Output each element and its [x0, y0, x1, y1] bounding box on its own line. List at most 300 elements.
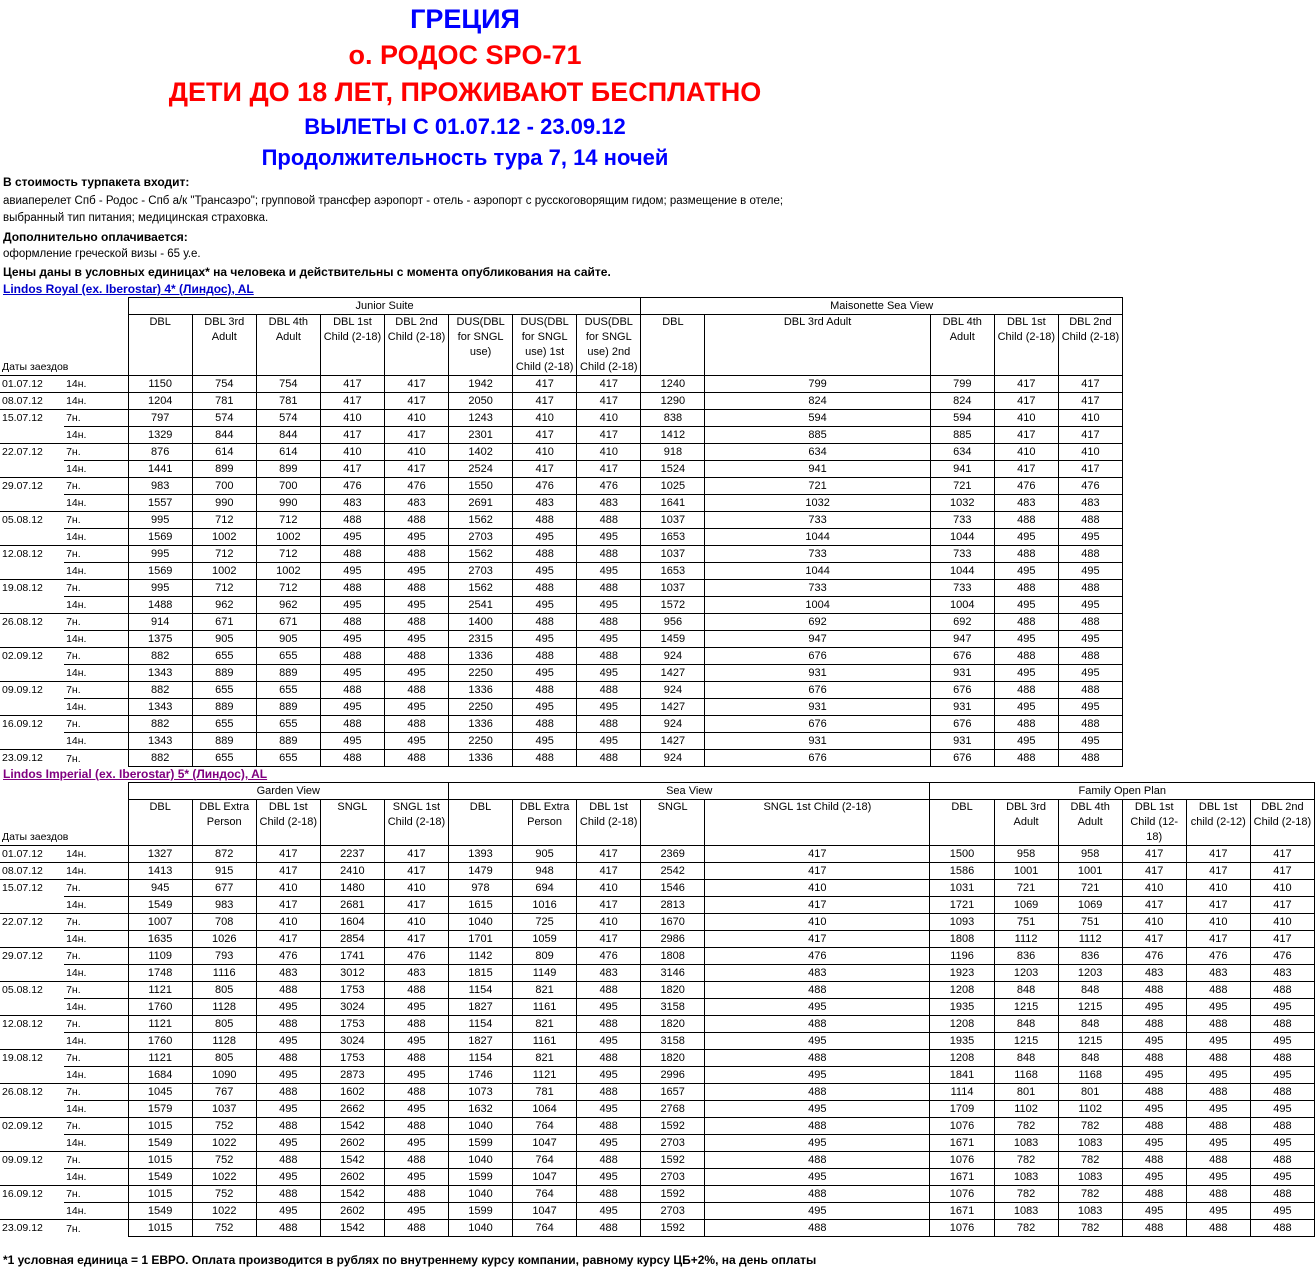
price-cell: 488 [513, 648, 577, 665]
price-cell: 495 [320, 563, 384, 580]
price-cell: 1015 [128, 1152, 192, 1169]
price-cell: 488 [1122, 1220, 1186, 1237]
price-cell: 417 [1250, 931, 1314, 948]
price-cell: 821 [513, 982, 577, 999]
price-cell: 614 [256, 444, 320, 461]
price-cell: 488 [1186, 1118, 1250, 1135]
price-cell: 764 [513, 1118, 577, 1135]
price-cell: 488 [705, 1118, 930, 1135]
table-row [0, 999, 1315, 1016]
price-cell: 488 [1122, 1016, 1186, 1033]
price-cell: 417 [384, 376, 448, 393]
nights-count: 7н. [64, 410, 128, 427]
price-cell: 488 [1186, 1152, 1250, 1169]
price-cell: 495 [577, 529, 641, 546]
price-cell: 990 [192, 495, 256, 512]
price-cell: 476 [320, 478, 384, 495]
price-cell: 2250 [449, 699, 513, 716]
column-header: DBL 4th Adult [930, 315, 994, 376]
table-row [0, 1016, 1315, 1033]
price-cell: 495 [1186, 1101, 1250, 1118]
price-cell: 1741 [320, 948, 384, 965]
column-header-row [0, 800, 1315, 846]
column-header: DBL 2nd Child (2-18) [1058, 315, 1122, 376]
arrival-date: 15.07.12 [0, 410, 64, 427]
price-cell: 905 [256, 631, 320, 648]
price-cell: 483 [577, 965, 641, 982]
price-cell: 889 [256, 699, 320, 716]
price-cell: 931 [705, 733, 930, 750]
table-row [0, 512, 1123, 529]
price-cell: 1076 [930, 1152, 994, 1169]
column-header: DUS(DBL for SNGL use) 1st Child (2-18) [513, 315, 577, 376]
arrival-date [0, 733, 64, 750]
price-cell: 495 [1250, 1067, 1314, 1084]
nights-count: 14н. [64, 1067, 128, 1084]
price-cell: 417 [577, 846, 641, 863]
price-cell: 488 [513, 512, 577, 529]
price-cell: 1923 [930, 965, 994, 982]
table-row [0, 1067, 1315, 1084]
price-cell: 495 [320, 597, 384, 614]
price-cell: 488 [256, 1220, 320, 1237]
price-cell: 488 [384, 1152, 448, 1169]
price-cell: 712 [192, 580, 256, 597]
price-cell: 1022 [192, 1135, 256, 1152]
price-cell: 1083 [994, 1135, 1058, 1152]
column-header: DBL 1st Child (2-18) [256, 800, 320, 846]
column-header: DBL Extra Person [513, 800, 577, 846]
price-cell: 1064 [513, 1101, 577, 1118]
price-cell: 1142 [448, 948, 512, 965]
price-cell: 848 [994, 982, 1058, 999]
price-cell: 1002 [256, 529, 320, 546]
arrival-date: 23.09.12 [0, 750, 64, 767]
price-cell: 410 [1186, 880, 1250, 897]
arrival-date [0, 529, 64, 546]
price-cell: 1542 [320, 1118, 384, 1135]
nights-count: 14н. [64, 897, 128, 914]
price-cell: 1203 [994, 965, 1058, 982]
price-cell: 410 [1250, 914, 1314, 931]
price-cell: 962 [192, 597, 256, 614]
price-cell: 655 [256, 750, 320, 767]
price-cell: 1562 [449, 512, 513, 529]
arrival-date: 09.09.12 [0, 682, 64, 699]
price-cell: 488 [256, 1152, 320, 1169]
price-cell: 983 [128, 478, 192, 495]
price-cell: 1479 [448, 863, 512, 880]
price-cell: 1076 [930, 1186, 994, 1203]
arrival-date: 12.08.12 [0, 546, 64, 563]
price-cell: 1586 [930, 863, 994, 880]
price-cell: 958 [1058, 846, 1122, 863]
price-cell: 655 [192, 682, 256, 699]
price-cell: 476 [705, 948, 930, 965]
price-cell: 410 [1122, 880, 1186, 897]
table-row [0, 529, 1123, 546]
price-cell: 1632 [448, 1101, 512, 1118]
table-row [0, 495, 1123, 512]
price-cell: 1040 [448, 1118, 512, 1135]
price-cell: 931 [930, 699, 994, 716]
price-cell: 1032 [930, 495, 994, 512]
price-cell: 488 [1186, 1084, 1250, 1101]
table-row [0, 546, 1123, 563]
price-cell: 488 [384, 1118, 448, 1135]
price-cell: 417 [1186, 897, 1250, 914]
price-cell: 574 [256, 410, 320, 427]
price-cell: 417 [384, 393, 448, 410]
price-cell: 848 [994, 1050, 1058, 1067]
price-cell: 782 [1058, 1186, 1122, 1203]
price-cell: 1121 [513, 1067, 577, 1084]
price-cell: 1549 [128, 897, 192, 914]
price-cell: 495 [1058, 563, 1122, 580]
price-cell: 495 [1250, 1135, 1314, 1152]
price-cell: 655 [192, 716, 256, 733]
price-cell: 1336 [449, 648, 513, 665]
price-cell: 488 [1250, 1152, 1314, 1169]
price-cell: 488 [320, 682, 384, 699]
price-cell: 1215 [994, 999, 1058, 1016]
price-cell: 1400 [449, 614, 513, 631]
table-row [0, 750, 1123, 767]
price-cell: 1114 [930, 1084, 994, 1101]
arrival-date: 26.08.12 [0, 614, 64, 631]
price-cell: 488 [513, 580, 577, 597]
price-cell: 417 [384, 427, 448, 444]
price-cell: 1343 [128, 665, 192, 682]
arrival-date [0, 1169, 64, 1186]
price-cell: 1128 [192, 1033, 256, 1050]
column-header: DBL 3rd Adult [705, 315, 930, 376]
price-cell: 655 [256, 648, 320, 665]
price-cell: 417 [1058, 393, 1122, 410]
price-cell: 1327 [128, 846, 192, 863]
price-cell: 495 [1250, 1169, 1314, 1186]
column-header: DBL 2nd Child (2-18) [384, 315, 448, 376]
price-cell: 488 [577, 614, 641, 631]
price-cell: 417 [384, 897, 448, 914]
price-cell: 488 [705, 1152, 930, 1169]
price-cell: 410 [1058, 444, 1122, 461]
price-cell: 495 [384, 529, 448, 546]
price-cell: 417 [1058, 461, 1122, 478]
price-cell: 671 [256, 614, 320, 631]
price-cell: 1290 [641, 393, 705, 410]
column-header: DBL [930, 800, 994, 846]
price-cell: 488 [994, 682, 1058, 699]
price-cell: 1121 [128, 1016, 192, 1033]
price-cell: 764 [513, 1220, 577, 1237]
price-cell: 995 [128, 512, 192, 529]
price-cell: 1015 [128, 1220, 192, 1237]
price-cell: 495 [577, 563, 641, 580]
price-cell: 410 [320, 444, 384, 461]
price-cell: 2369 [641, 846, 705, 863]
price-cell: 1069 [1058, 897, 1122, 914]
price-cell: 495 [320, 631, 384, 648]
arrival-date: 02.09.12 [0, 1118, 64, 1135]
price-cell: 488 [1186, 1220, 1250, 1237]
price-cell: 752 [192, 1118, 256, 1135]
price-cell: 495 [384, 999, 448, 1016]
price-cell: 918 [641, 444, 705, 461]
price-cell: 733 [705, 580, 930, 597]
price-cell: 1037 [641, 546, 705, 563]
price-cell: 1015 [128, 1118, 192, 1135]
price-cell: 1375 [128, 631, 192, 648]
price-cell: 488 [384, 648, 448, 665]
price-cell: 1044 [930, 529, 994, 546]
price-cell: 995 [128, 546, 192, 563]
price-cell: 3158 [641, 999, 705, 1016]
column-header-row [0, 315, 1123, 376]
price-cell: 476 [256, 948, 320, 965]
price-cell: 495 [1122, 1169, 1186, 1186]
price-cell: 1549 [128, 1169, 192, 1186]
price-cell: 417 [1250, 863, 1314, 880]
price-cell: 1083 [1058, 1203, 1122, 1220]
price-cell: 1121 [128, 1050, 192, 1067]
arrival-date [0, 1033, 64, 1050]
price-cell: 899 [192, 461, 256, 478]
price-cell: 3012 [320, 965, 384, 982]
price-cell: 781 [192, 393, 256, 410]
price-cell: 1161 [513, 1033, 577, 1050]
arrival-date: 01.07.12 [0, 376, 64, 393]
price-cell: 733 [930, 546, 994, 563]
price-cell: 1592 [641, 1220, 705, 1237]
price-cell: 488 [384, 580, 448, 597]
price-cell: 410 [705, 880, 930, 897]
price-cell: 805 [192, 1016, 256, 1033]
price-cell: 1022 [192, 1169, 256, 1186]
price-cell: 733 [930, 580, 994, 597]
column-header: DBL 1st Child (2-18) [994, 315, 1058, 376]
price-cell: 836 [994, 948, 1058, 965]
price-cell: 495 [513, 699, 577, 716]
price-cell: 1820 [641, 1016, 705, 1033]
table-row [0, 1050, 1315, 1067]
price-cell: 692 [930, 614, 994, 631]
price-cell: 488 [513, 546, 577, 563]
price-cell: 417 [705, 863, 930, 880]
price-cell: 634 [705, 444, 930, 461]
table-row [0, 1084, 1315, 1101]
price-cell: 1112 [994, 931, 1058, 948]
price-cell: 945 [128, 880, 192, 897]
price-cell: 488 [705, 1220, 930, 1237]
table-row [0, 665, 1123, 682]
price-cell: 1240 [641, 376, 705, 393]
price-cell: 495 [1250, 1203, 1314, 1220]
price-cell: 809 [513, 948, 577, 965]
nights-count: 14н. [64, 1203, 128, 1220]
price-cell: 1579 [128, 1101, 192, 1118]
price-cell: 1090 [192, 1067, 256, 1084]
price-cell: 914 [128, 614, 192, 631]
title-country: ГРЕЦИЯ [410, 4, 520, 34]
price-cell: 1047 [513, 1135, 577, 1152]
price-cell: 2542 [641, 863, 705, 880]
price-cell: 1243 [449, 410, 513, 427]
price-cell: 821 [513, 1016, 577, 1033]
table-row [0, 965, 1315, 982]
price-cell: 488 [1058, 580, 1122, 597]
price-cell: 889 [192, 699, 256, 716]
price-cell: 1820 [641, 982, 705, 999]
price-cell: 3146 [641, 965, 705, 982]
price-cell: 417 [1122, 846, 1186, 863]
price-cell: 721 [1058, 880, 1122, 897]
arrival-date [0, 1067, 64, 1084]
price-cell: 495 [1250, 999, 1314, 1016]
room-group-header: Sea View [448, 783, 930, 800]
price-cell: 1040 [448, 1220, 512, 1237]
price-cell: 752 [192, 1220, 256, 1237]
price-cell: 1841 [930, 1067, 994, 1084]
price-cell: 1427 [641, 665, 705, 682]
price-cell: 495 [1122, 1101, 1186, 1118]
price-cell: 1037 [641, 512, 705, 529]
price-cell: 1549 [128, 1135, 192, 1152]
table-row [0, 1101, 1315, 1118]
price-cell: 2703 [641, 1135, 705, 1152]
price-cell: 488 [384, 1084, 448, 1101]
price-cell: 889 [256, 665, 320, 682]
price-cell: 495 [577, 733, 641, 750]
price-cell: 1427 [641, 733, 705, 750]
price-cell: 495 [705, 1135, 930, 1152]
price-cell: 495 [577, 699, 641, 716]
prices-note: Цены даны в условных единицах* на человека и действительны с момента опубликования на сайте. [3, 265, 611, 279]
price-cell: 495 [1058, 665, 1122, 682]
nights-count: 7н. [64, 982, 128, 999]
price-cell: 1671 [930, 1135, 994, 1152]
price-cell: 495 [256, 1135, 320, 1152]
price-cell: 1602 [320, 1084, 384, 1101]
price-cell: 764 [513, 1152, 577, 1169]
price-cell: 488 [705, 982, 930, 999]
price-cell: 495 [1250, 1101, 1314, 1118]
table-row [0, 478, 1123, 495]
table-row [0, 682, 1123, 699]
price-table-lindos-imperial [0, 782, 1315, 1237]
price-cell: 1393 [448, 846, 512, 863]
column-header: DBL [641, 315, 705, 376]
hotel-link-lindos-royal[interactable]: Lindos Royal (ex. Iberostar) 4* (Линдос), AL [3, 282, 254, 296]
price-cell: 1045 [128, 1084, 192, 1101]
nights-count: 14н. [64, 733, 128, 750]
hotel-link-lindos-imperial[interactable]: Lindos Imperial (ex. Iberostar) 5* (Линдос), AL [3, 767, 268, 781]
price-cell: 1684 [128, 1067, 192, 1084]
price-cell: 1635 [128, 931, 192, 948]
price-cell: 488 [256, 1050, 320, 1067]
price-cell: 2524 [449, 461, 513, 478]
arrival-date: 05.08.12 [0, 982, 64, 999]
arrival-date [0, 897, 64, 914]
price-cell: 2301 [449, 427, 513, 444]
price-cell: 488 [1058, 614, 1122, 631]
price-cell: 495 [513, 733, 577, 750]
price-cell: 495 [577, 1101, 641, 1118]
price-cell: 410 [1122, 914, 1186, 931]
price-cell: 488 [994, 614, 1058, 631]
price-cell: 410 [1058, 410, 1122, 427]
price-cell: 1203 [1058, 965, 1122, 982]
price-cell: 488 [384, 1016, 448, 1033]
price-cell: 2681 [320, 897, 384, 914]
price-cell: 1044 [930, 563, 994, 580]
price-cell: 733 [930, 512, 994, 529]
price-cell: 733 [705, 512, 930, 529]
price-cell: 848 [1058, 982, 1122, 999]
price-cell: 848 [1058, 1050, 1122, 1067]
price-cell: 483 [1250, 965, 1314, 982]
price-cell: 947 [930, 631, 994, 648]
arrival-date: 15.07.12 [0, 880, 64, 897]
price-cell: 488 [384, 512, 448, 529]
group-header-row [0, 783, 1315, 800]
table-row [0, 846, 1315, 863]
arrival-date: 29.07.12 [0, 478, 64, 495]
price-cell: 712 [192, 512, 256, 529]
column-header: SNGL [320, 800, 384, 846]
price-cell: 3024 [320, 999, 384, 1016]
price-cell: 488 [994, 648, 1058, 665]
dates-label: Даты заездов [2, 361, 69, 373]
price-cell: 495 [1058, 597, 1122, 614]
price-cell: 488 [705, 1084, 930, 1101]
price-cell: 488 [994, 750, 1058, 767]
price-cell: 495 [384, 631, 448, 648]
price-cell: 1550 [449, 478, 513, 495]
price-cell: 1542 [320, 1186, 384, 1203]
price-cell: 417 [320, 393, 384, 410]
price-cell: 410 [577, 880, 641, 897]
price-cell: 1093 [930, 914, 994, 931]
price-cell: 1827 [448, 1033, 512, 1050]
price-cell: 1025 [641, 478, 705, 495]
price-cell: 1653 [641, 529, 705, 546]
price-cell: 676 [705, 716, 930, 733]
price-cell: 417 [256, 897, 320, 914]
group-header-row [0, 298, 1123, 315]
price-cell: 799 [705, 376, 930, 393]
price-cell: 1753 [320, 1016, 384, 1033]
price-cell: 495 [1058, 733, 1122, 750]
price-cell: 751 [1058, 914, 1122, 931]
column-header: DBL 1st Child (2-18) [577, 800, 641, 846]
table-row [0, 1169, 1315, 1186]
price-cell: 417 [577, 461, 641, 478]
table-row [0, 880, 1315, 897]
price-cell: 1402 [449, 444, 513, 461]
price-cell: 495 [384, 733, 448, 750]
price-cell: 1022 [192, 1203, 256, 1220]
price-cell: 2541 [449, 597, 513, 614]
table-row [0, 1152, 1315, 1169]
price-cell: 495 [256, 1101, 320, 1118]
price-cell: 488 [320, 750, 384, 767]
price-cell: 1076 [930, 1118, 994, 1135]
price-cell: 2703 [641, 1203, 705, 1220]
price-cell: 417 [1250, 846, 1314, 863]
price-cell: 488 [577, 1152, 641, 1169]
price-cell: 488 [256, 1186, 320, 1203]
